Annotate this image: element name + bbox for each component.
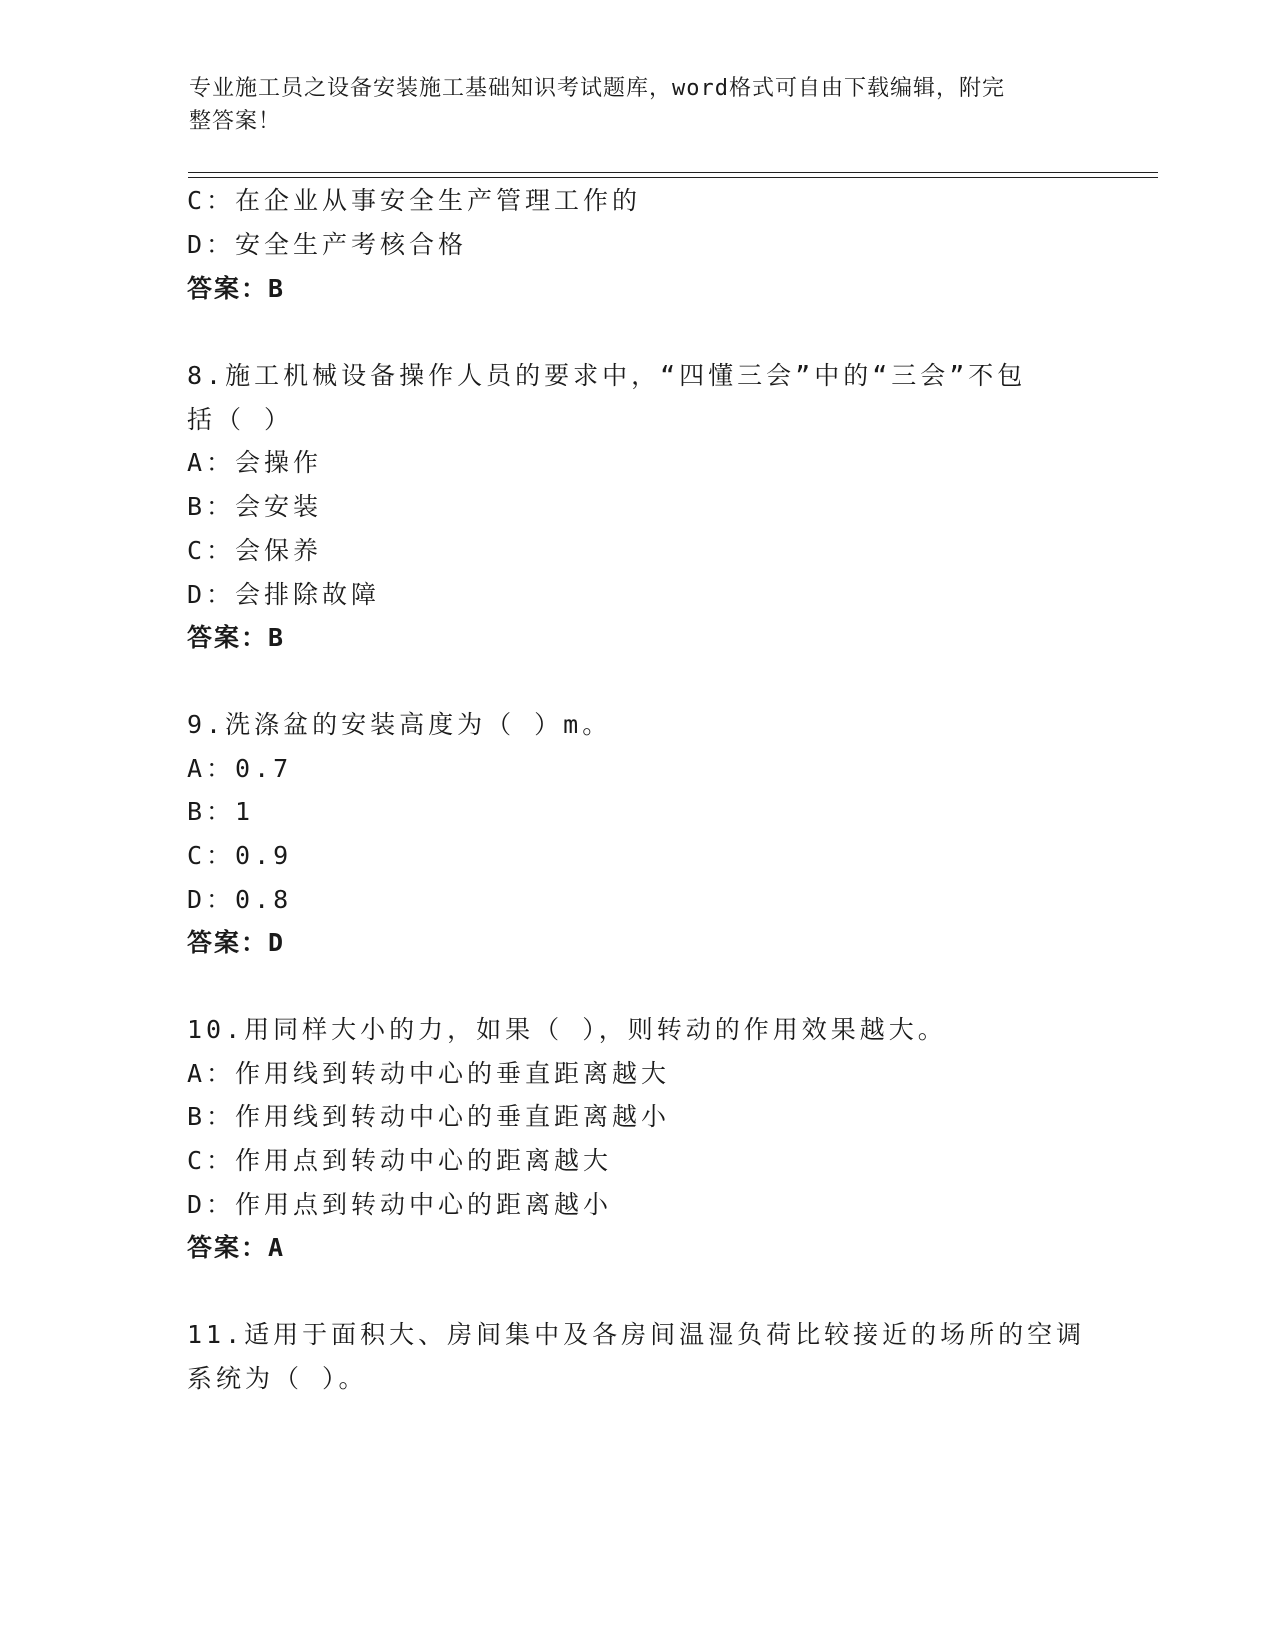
q8-option-b: B：会安装 [187, 492, 323, 521]
q9-option-b: B：1 [187, 797, 255, 826]
q10-option-b: B：作用线到转动中心的垂直距离越小 [187, 1102, 671, 1131]
q10-option-c: C：作用点到转动中心的距离越大 [187, 1146, 613, 1175]
q9-option-d: D：0.8 [187, 885, 293, 914]
q7-option-d: D：安全生产考核合格 [187, 230, 468, 259]
q10-option-a: A：作用线到转动中心的垂直距离越大 [187, 1059, 671, 1088]
q8-option-d: D：会排除故障 [187, 580, 381, 609]
q8-stem-line2: 括（ ） [187, 405, 294, 434]
header-title-line1: 专业施工员之设备安装施工基础知识考试题库，word格式可自由下载编辑，附完 [189, 76, 1005, 101]
q9-option-a: A：0.7 [187, 754, 293, 783]
q7-option-c: C：在企业从事安全生产管理工作的 [187, 186, 642, 215]
q11-stem-line2: 系统为（ ）。 [187, 1364, 368, 1393]
q10-option-d: D：作用点到转动中心的距离越小 [187, 1190, 613, 1219]
q8-option-c: C：会保养 [187, 536, 323, 565]
q8-option-a: A：会操作 [187, 448, 323, 477]
q9-answer: 答案：D [187, 928, 286, 957]
header-rule-top [188, 172, 1158, 173]
q9-option-c: C：0.9 [187, 841, 293, 870]
q10-answer: 答案：A [187, 1233, 286, 1262]
q11-stem-line1: 11.适用于面积大、房间集中及各房间温湿负荷比较接近的场所的空调 [187, 1320, 1086, 1349]
header-title-line2: 整答案！ [189, 109, 282, 134]
q8-stem-line1: 8.施工机械设备操作人员的要求中，“四懂三会”中的“三会”不包 [187, 361, 1027, 390]
q7-answer: 答案：B [187, 274, 286, 303]
document-header [189, 72, 1069, 138]
header-rule-bottom [188, 177, 1158, 178]
q8-answer: 答案：B [187, 623, 286, 652]
q10-stem: 10.用同样大小的力，如果（ ），则转动的作用效果越大。 [187, 1015, 947, 1044]
q9-stem: 9.洗涤盆的安装高度为（ ）m。 [187, 710, 612, 739]
